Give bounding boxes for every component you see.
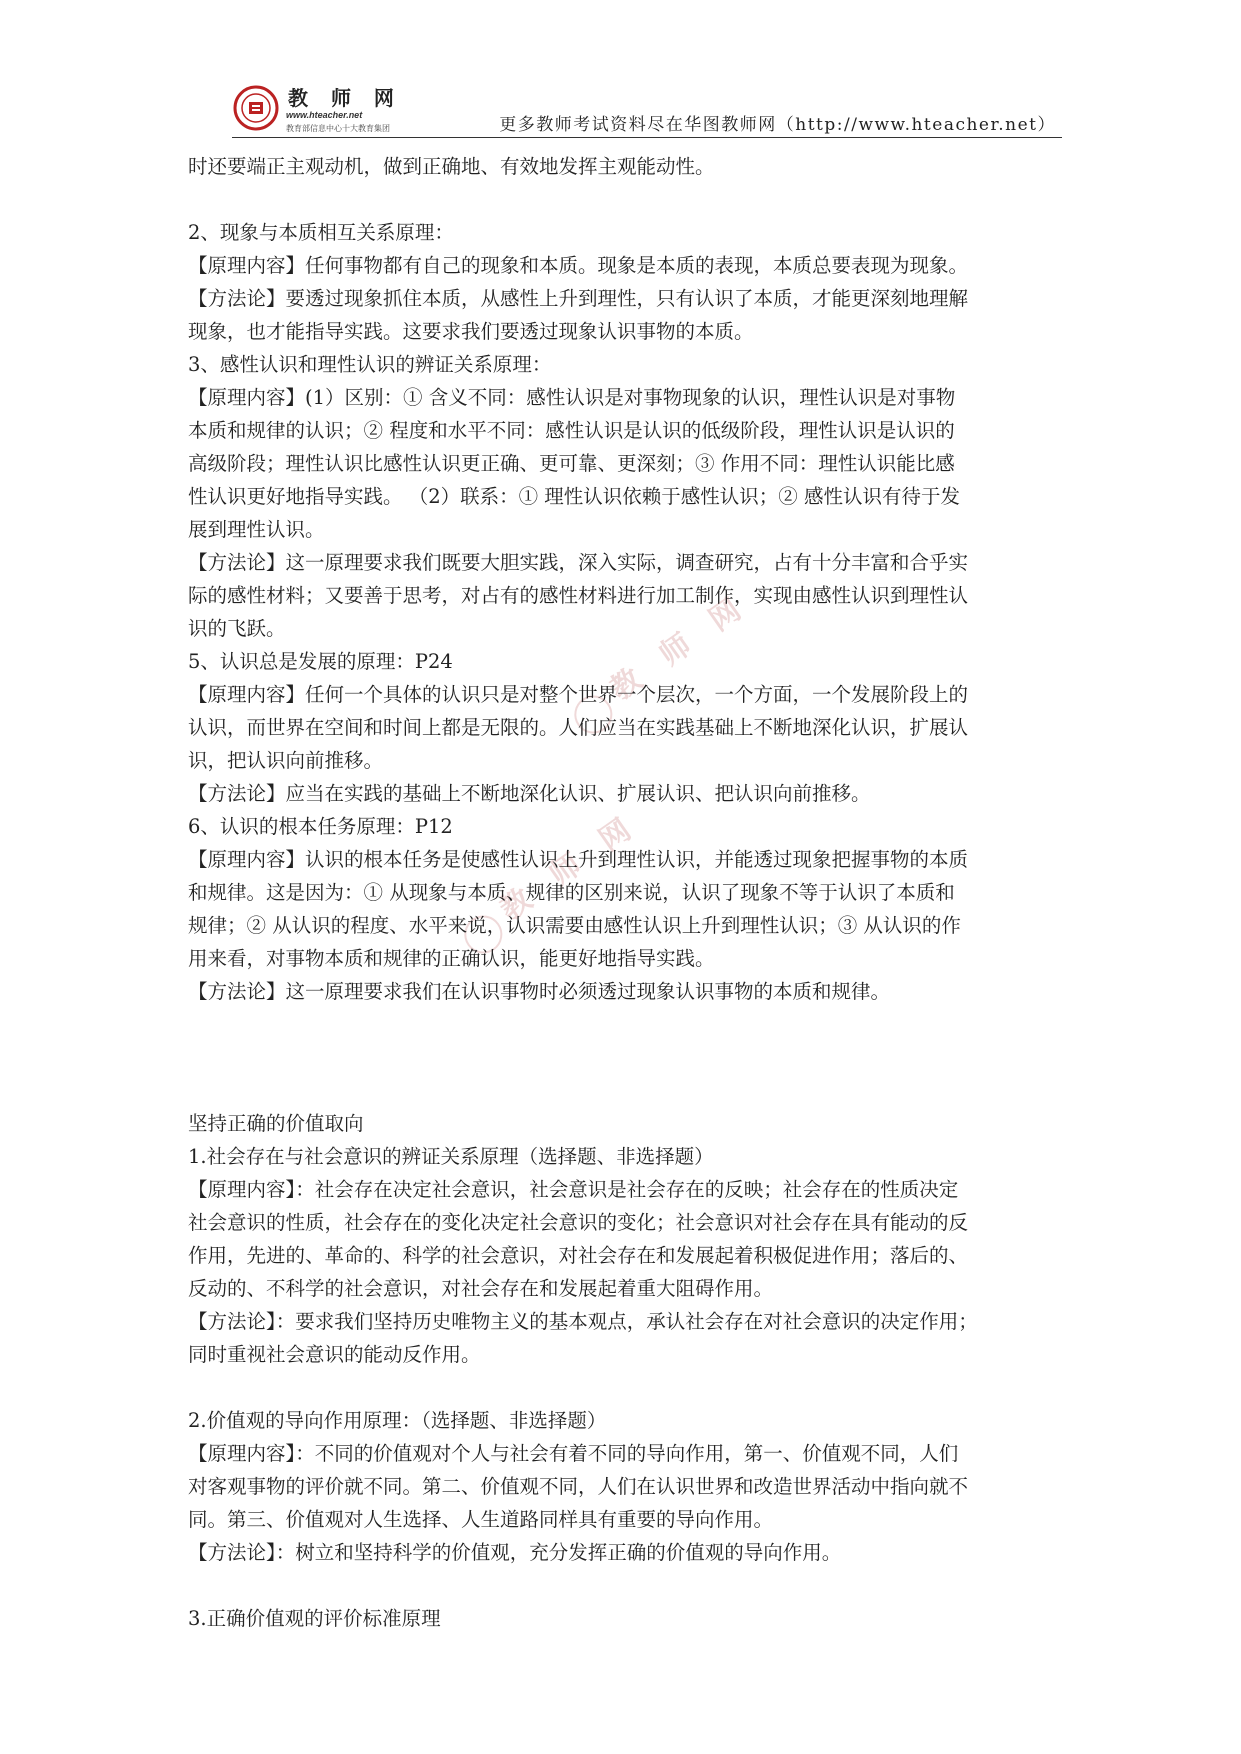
header-divider: [232, 137, 1062, 138]
section-title: 坚持正确的价值取向: [188, 1112, 364, 1135]
paragraph: 规律；② 从认识的程度、水平来说，认识需要由感性认识上升到理性认识；③ 从认识的作: [188, 914, 961, 937]
paragraph: 用来看，对事物本质和规律的正确认识，能更好地指导实践。: [188, 947, 715, 970]
paragraph: 识，把认识向前推移。: [188, 749, 384, 772]
paragraph: 现象，也才能指导实践。这要求我们要透过现象认识事物的本质。: [188, 320, 754, 343]
paragraph: 【方法论】：树立和坚持科学的价值观，充分发挥正确的价值观的导向作用。: [188, 1541, 842, 1564]
paragraph: 【方法论】这一原理要求我们既要大胆实践，深入实际，调查研究，占有十分丰富和合乎实: [188, 551, 969, 574]
section-heading: 3.正确价值观的评价标准原理: [188, 1607, 441, 1630]
paragraph: 作用，先进的、革命的、科学的社会意识，对社会存在和发展起着积极促进作用；落后的、: [188, 1244, 969, 1267]
page-header: [232, 80, 1062, 142]
paragraph: 性认识更好地指导实践。 （2）联系：① 理性认识依赖于感性认识；② 感性认识有待于发: [188, 485, 961, 508]
paragraph: 【原理内容】：不同的价值观对个人与社会有着不同的导向作用，第一、价值观不同，人们: [188, 1442, 959, 1465]
paragraph: 社会意识的性质，社会存在的变化决定社会意识的变化；社会意识对社会存在具有能动的反: [188, 1211, 969, 1234]
paragraph: 【原理内容】任何一个具体的认识只是对整个世界一个层次，一个方面，一个发展阶段上的: [188, 683, 969, 706]
paragraph: 反动的、不科学的社会意识，对社会存在和发展起着重大阻碍作用。: [188, 1277, 774, 1300]
paragraph: 高级阶段；理性认识比感性认识更正确、更可靠、更深刻；③ 作用不同：理性认识能比感: [188, 452, 955, 475]
section-heading: 2、现象与本质相互关系原理：: [188, 221, 454, 244]
paragraph: 同。第三、价值观对人生选择、人生道路同样具有重要的导向作用。: [188, 1508, 774, 1531]
header-slogan: 更多教师考试资料尽在华图教师网（http://www.hteacher.net）: [499, 115, 1056, 135]
paragraph: 同时重视社会意识的能动反作用。: [188, 1343, 481, 1366]
logo-url: www.hteacher.net: [286, 110, 363, 120]
paragraph: 识的飞跃。: [188, 617, 286, 640]
paragraph: 【方法论】：要求我们坚持历史唯物主义的基本观点，承认社会存在对社会意识的决定作用；: [188, 1310, 978, 1333]
logo-title: 教 师 网: [288, 86, 402, 110]
section-heading: 3、感性认识和理性认识的辨证关系原理：: [188, 353, 552, 376]
watermark-text: 教 师 网: [493, 806, 646, 928]
paragraph: 【原理内容】认识的根本任务是使感性认识上升到理性认识，并能透过现象把握事物的本质: [188, 848, 969, 871]
paragraph: 和规律。这是因为：① 从现象与本质、规律的区别来说，认识了现象不等于认识了本质和: [188, 881, 955, 904]
paragraph: 本质和规律的认识；② 程度和水平不同：感性认识是认识的低级阶段，理性认识是认识的: [188, 419, 955, 442]
document-body: [188, 150, 1068, 1635]
section-heading: 2.价值观的导向作用原理：（选择题、非选择题）: [188, 1409, 607, 1432]
paragraph: 【方法论】这一原理要求我们在认识事物时必须透过现象认识事物的本质和规律。: [188, 980, 891, 1003]
paragraph: 【方法论】应当在实践的基础上不断地深化认识、扩展认识、把认识向前推移。: [188, 782, 871, 805]
paragraph: 【方法论】要透过现象抓住本质，从感性上升到理性，只有认识了本质，才能更深刻地理解: [188, 287, 969, 310]
paragraph: 【原理内容】：社会存在决定社会意识，社会意识是社会存在的反映；社会存在的性质决定: [188, 1178, 959, 1201]
section-heading: 5、认识总是发展的原理：P24: [188, 650, 453, 673]
paragraph: 展到理性认识。: [188, 518, 325, 541]
section-heading: 1.社会存在与社会意识的辨证关系原理（选择题、非选择题）: [188, 1145, 714, 1168]
paragraph: 时还要端正主观动机，做到正确地、有效地发挥主观能动性。: [188, 155, 715, 178]
paragraph: 认识，而世界在空间和时间上都是无限的。人们应当在实践基础上不断地深化认识，扩展认: [188, 716, 969, 739]
watermark-text: 教 师 网: [603, 586, 756, 708]
section-heading: 6、认识的根本任务原理：P12: [188, 815, 453, 838]
logo-subtitle: 教育部信息中心十大教育集团: [286, 124, 390, 133]
paragraph: 对客观事物的评价就不同。第二、价值观不同，人们在认识世界和改造世界活动中指向就不: [188, 1475, 969, 1498]
paragraph: 际的感性材料；又要善于思考，对占有的感性材料进行加工制作，实现由感性认识到理性认: [188, 584, 969, 607]
paragraph: 【原理内容】任何事物都有自己的现象和本质。现象是本质的表现，本质总要表现为现象。: [188, 254, 969, 277]
paragraph: 【原理内容】(1）区别：① 含义不同：感性认识是对事物现象的认识，理性认识是对事物: [188, 386, 956, 409]
logo-emblem-icon: [232, 84, 280, 132]
